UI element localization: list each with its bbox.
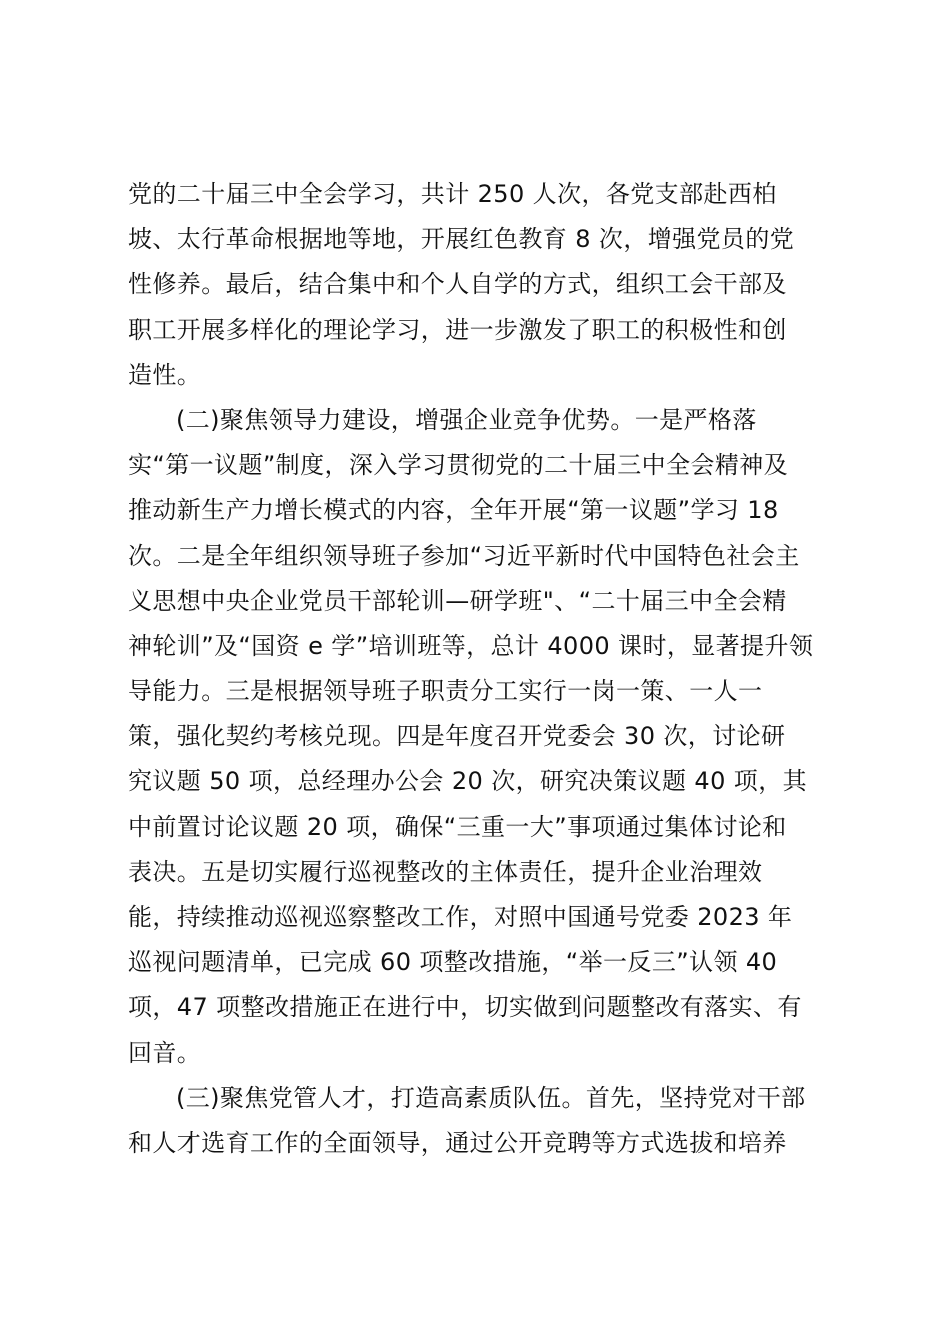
text-line: 义思想中央企业党员干部轮训—研学班"、“二十届三中全会精 xyxy=(128,586,787,615)
text-line: 回音。 xyxy=(128,1038,202,1067)
text-line: 坡、太行革命根据地等地，开展红色教育 8 次，增强党员的党 xyxy=(128,225,795,254)
text-line: 性修养。最后，结合集中和个人自学的方式，组织工会干部及 xyxy=(128,270,787,299)
text-line: 中前置讨论议题 20 项，确保“三重一大”事项通过集体讨论和 xyxy=(128,812,787,841)
text-line: 究议题 50 项，总经理办公会 20 次，研究决策议题 40 项，其 xyxy=(128,767,807,796)
text-line: 导能力。三是根据领导班子职责分工实行一岗一策、一人一 xyxy=(128,677,763,706)
text-line: 推动新生产力增长模式的内容，全年开展“第一议题”学习 18 xyxy=(128,496,779,525)
text-line: 项，47 项整改措施正在进行中，切实做到问题整改有落实、有 xyxy=(128,993,802,1022)
text-line: 党的二十届三中全会学习，共计 250 人次，各党支部赴西柏 xyxy=(128,180,777,208)
paragraph-3 xyxy=(128,1076,838,1166)
paragraph-2 xyxy=(128,398,838,1076)
text-line: 次。二是全年组织领导班子参加“习近平新时代中国特色社会主 xyxy=(128,541,800,570)
paragraph-1 xyxy=(128,172,838,398)
text-line: (二)聚焦领导力建设，增强企业竞争优势。一是严格落 xyxy=(176,405,757,434)
text-line: 策，强化契约考核兑现。四是年度召开党委会 30 次，讨论研 xyxy=(128,722,786,751)
text-line: (三)聚焦党管人才，打造高素质队伍。首先，坚持党对干部 xyxy=(176,1083,806,1112)
text-line: 能，持续推动巡视巡察整改工作，对照中国通号党委 2023 年 xyxy=(128,903,793,931)
text-line: 和人才选育工作的全面领导，通过公开竞聘等方式选拔和培养 xyxy=(128,1128,787,1157)
text-line: 巡视问题清单，已完成 60 项整改措施，“举一反三”认领 40 xyxy=(128,948,778,977)
text-line: 造性。 xyxy=(128,360,202,389)
document-body xyxy=(128,172,838,1166)
text-line: 神轮训”及“国资 e 学”培训班等，总计 4000 课时，显著提升领 xyxy=(128,631,814,660)
text-line: 职工开展多样化的理论学习，进一步激发了职工的积极性和创 xyxy=(128,315,787,344)
text-line: 实“第一议题”制度，深入学习贯彻党的二十届三中全会精神及 xyxy=(128,451,789,480)
text-line: 表决。五是切实履行巡视整改的主体责任，提升企业治理效 xyxy=(128,857,763,886)
